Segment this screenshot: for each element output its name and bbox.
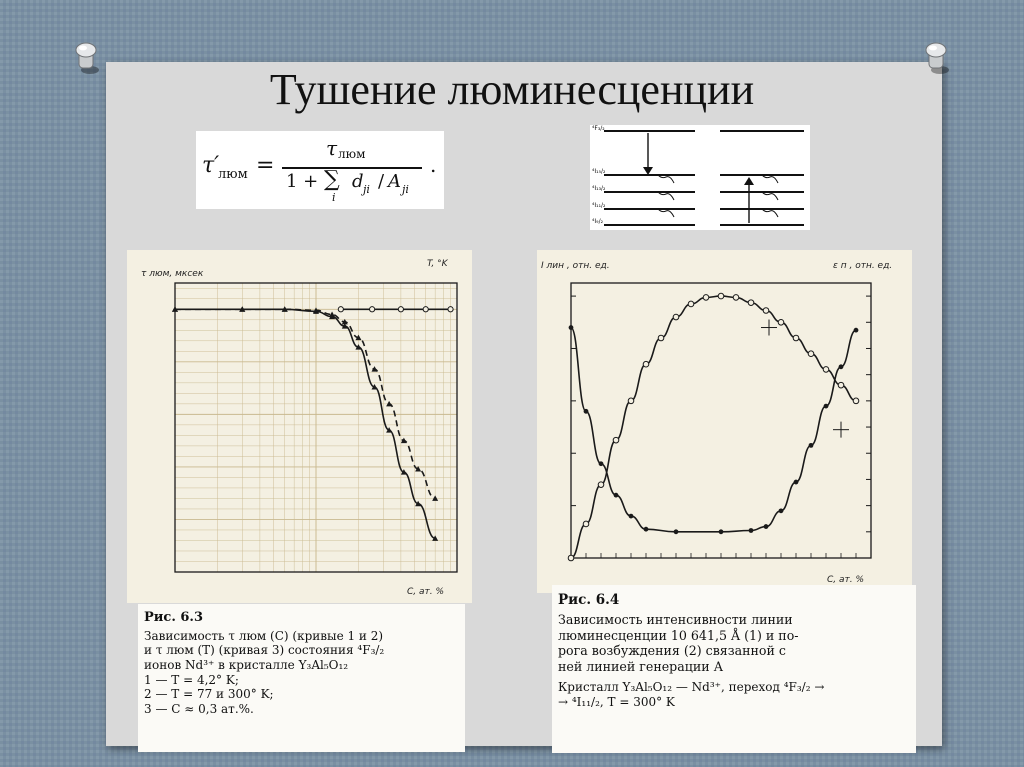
data-point — [809, 443, 814, 448]
caption-line: люминесценции 10 641,5 Å (1) и по- — [558, 627, 799, 643]
data-point — [779, 508, 784, 513]
data-point — [808, 351, 814, 357]
formula-sum-symbol: ∑ — [324, 167, 340, 192]
caption-line: ней линией генерации А — [558, 658, 724, 674]
data-point — [658, 335, 664, 341]
data-point — [432, 495, 438, 501]
formula-period: . — [430, 153, 437, 177]
data-point — [778, 319, 784, 325]
data-point — [643, 361, 649, 367]
y-axis-title: I лин , отн. ед. — [541, 261, 610, 271]
level-label-i112: ⁴I₁₁/₂ — [592, 202, 606, 209]
data-point — [733, 295, 739, 301]
data-point — [338, 307, 343, 312]
caption-line: → ⁴I₁₁/₂, T = 300° K — [558, 694, 675, 709]
data-point — [824, 404, 829, 409]
data-point — [763, 308, 769, 314]
energy-level-diagram — [590, 125, 810, 230]
data-point — [423, 307, 428, 312]
caption-line: и τ люм (T) (кривая 3) состояния ⁴F₃/₂ — [144, 643, 385, 658]
data-point — [749, 528, 754, 533]
formula-lhs: τ′ — [202, 153, 220, 178]
slide-title: Тушение люминесценции — [269, 65, 755, 114]
data-point — [703, 295, 709, 301]
data-point — [853, 398, 859, 404]
caption-line: Кристалл Y₃Al₅O₁₂ — Nd³⁺, переход ⁴F₃/₂ → — [558, 679, 825, 694]
formula-d: d — [352, 171, 364, 192]
data-point — [599, 461, 604, 466]
data-point — [644, 527, 649, 532]
caption-line: рога возбуждения (2) связанной с — [558, 643, 786, 659]
caption-heading: Рис. 6.3 — [144, 610, 204, 625]
series-line-1 — [571, 296, 856, 558]
data-point — [448, 307, 453, 312]
caption-line: 1 — T = 4,2° K; — [144, 672, 239, 687]
data-point — [614, 493, 619, 498]
formula-numerator-sub: люм — [338, 147, 366, 161]
formula-numerator: τ — [326, 136, 338, 160]
formula-lhs-sub: люм — [218, 167, 248, 182]
data-point — [598, 482, 604, 488]
data-point — [613, 437, 619, 443]
x-axis-title: C, ат. % — [407, 587, 445, 597]
data-point — [583, 521, 589, 527]
data-point — [628, 398, 634, 404]
data-point — [584, 409, 589, 414]
caption-line: Зависимость интенсивности линии — [558, 612, 793, 628]
plot-frame — [571, 283, 871, 558]
caption-line: ионов Nd³⁺ в кристалле Y₃Al₅O₁₂ — [144, 658, 349, 673]
data-point — [386, 401, 392, 407]
y2-axis-title: ε п , отн. ед. — [833, 261, 893, 271]
formula-equals: = — [256, 153, 275, 178]
level-label-i152: ⁴I₁₅/₂ — [592, 168, 606, 175]
caption-heading: Рис. 6.4 — [558, 592, 620, 608]
quenching-formula — [196, 131, 444, 209]
data-point — [568, 555, 574, 561]
formula-sum-index: i — [332, 191, 336, 204]
caption-fig-6-4 — [552, 585, 916, 753]
data-point — [719, 529, 724, 534]
level-label-i132: ⁴I₁₃/₂ — [592, 185, 606, 192]
chart-lifetime-vs-concentration — [127, 250, 472, 603]
formula-slash: / — [378, 171, 385, 192]
data-point — [764, 524, 769, 529]
level-label-i92: ⁴I₉/₂ — [592, 218, 604, 225]
data-point — [823, 367, 829, 373]
data-point — [673, 314, 679, 320]
chart-intensity-vs-concentration — [537, 250, 912, 593]
fraction-bar — [282, 167, 422, 169]
formula-d-sub: ji — [363, 183, 370, 196]
formula-a-sub: ji — [402, 183, 409, 196]
data-point — [794, 480, 799, 485]
data-point — [838, 382, 844, 388]
formula-a: A — [388, 171, 401, 192]
data-point — [629, 514, 634, 519]
x2-axis-title: T, °K — [427, 259, 448, 269]
y-axis-title: τ люм, мксек — [141, 269, 204, 279]
caption-line: 3 — C ≈ 0,3 ат.%. — [144, 701, 254, 716]
x-axis-title: C, ат. % — [827, 575, 865, 585]
formula-denominator-prefix: 1 + — [286, 171, 319, 192]
caption-line: 2 — T = 77 и 300° K; — [144, 687, 274, 702]
data-point — [718, 293, 724, 299]
data-point — [372, 366, 378, 372]
data-point — [569, 325, 574, 330]
caption-fig-6-3 — [138, 604, 465, 752]
data-point — [793, 335, 799, 341]
data-point — [839, 364, 844, 369]
data-point — [370, 307, 375, 312]
series-line-2 — [571, 328, 856, 532]
data-point — [748, 300, 754, 306]
level-label-f32: ⁴F₃/₂ — [592, 125, 605, 132]
caption-line: Зависимость τ люм (C) (кривые 1 и 2) — [144, 628, 384, 643]
data-point — [398, 307, 403, 312]
data-point — [688, 301, 694, 307]
data-point — [674, 529, 679, 534]
data-point — [854, 328, 859, 333]
